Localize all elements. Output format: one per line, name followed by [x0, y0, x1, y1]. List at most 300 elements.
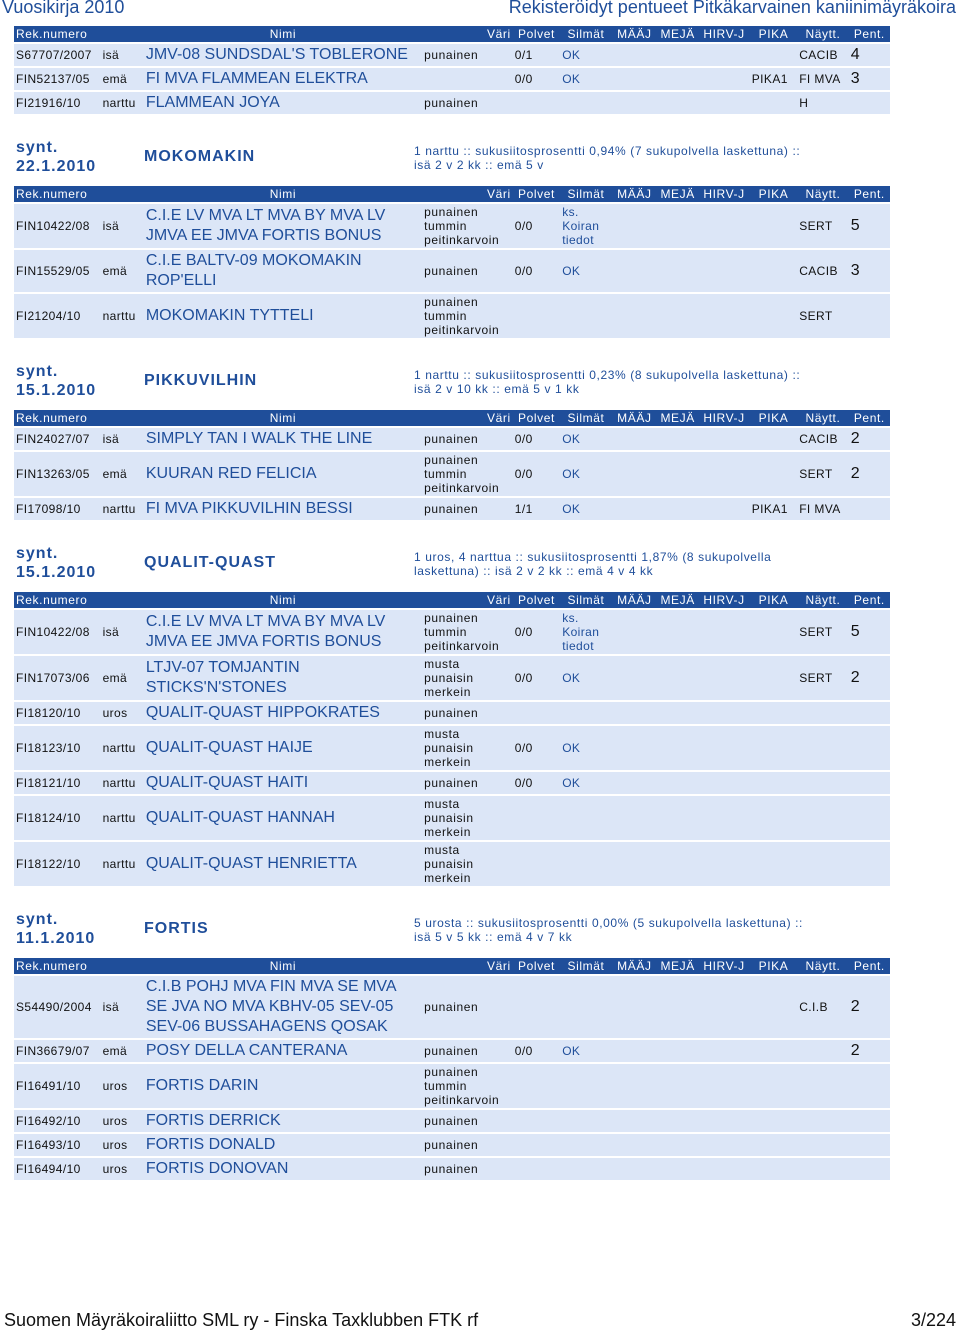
cell-rel: uros — [101, 1110, 144, 1132]
cell-polvet — [513, 1064, 560, 1108]
cell-pent — [849, 1134, 890, 1156]
header-vari: Väri — [422, 592, 513, 608]
cell-meja — [657, 204, 698, 248]
cell-hirv — [698, 1110, 750, 1132]
cell-name: QUALIT-QUAST HANNAH — [144, 796, 422, 840]
cell-eyes — [560, 1064, 612, 1108]
cell-hirv — [698, 726, 750, 770]
cell-pika — [750, 1158, 797, 1180]
dog-row — [14, 250, 890, 292]
cell-pent — [849, 726, 890, 770]
cell-eyes — [560, 796, 612, 840]
cell-pika — [750, 610, 797, 654]
cell-rel: narttu — [101, 842, 144, 886]
cell-name: FI MVA PIKKUVILHIN BESSI — [144, 498, 422, 520]
cell-meja — [657, 44, 698, 66]
cell-color — [422, 68, 513, 90]
cell-hirv — [698, 842, 750, 886]
cell-hirv — [698, 1134, 750, 1156]
cell-meja — [657, 796, 698, 840]
cell-id: S54490/2004 — [14, 976, 101, 1038]
cell-pika — [750, 452, 797, 496]
cell-pika — [750, 976, 797, 1038]
cell-rel: uros — [101, 1064, 144, 1108]
cell-hirv — [698, 498, 750, 520]
cell-polvet — [513, 702, 560, 724]
cell-polvet — [513, 294, 560, 338]
dog-row — [14, 294, 890, 338]
cell-name: QUALIT-QUAST HENRIETTA — [144, 842, 422, 886]
cell-pent — [849, 1158, 890, 1180]
cell-eyes: OK — [560, 428, 612, 450]
cell-naytt — [797, 1158, 849, 1180]
cell-pent: 2 — [849, 976, 890, 1038]
cell-polvet: 0/0 — [513, 1040, 560, 1062]
header-maaj: MÄÄJ — [612, 186, 657, 202]
header-pika: PIKA — [750, 410, 797, 426]
cell-pika — [750, 726, 797, 770]
cell-pika: PIKA1 — [750, 68, 797, 90]
cell-hirv — [698, 796, 750, 840]
header-meja: MEJÄ — [657, 410, 698, 426]
cell-meja — [657, 68, 698, 90]
cell-meja — [657, 1158, 698, 1180]
cell-pent — [849, 92, 890, 114]
dog-row — [14, 702, 890, 724]
cell-id: FI21916/10 — [14, 92, 101, 114]
table-body — [14, 610, 890, 886]
cell-color: punainen tummin peitinkarvoin — [422, 610, 513, 654]
cell-id: FIN36679/07 — [14, 1040, 101, 1062]
page-footer — [0, 1310, 960, 1334]
cell-pent: 2 — [849, 428, 890, 450]
dog-row — [14, 976, 890, 1038]
header-naytt: Näytt. — [797, 958, 849, 974]
cell-naytt — [797, 1040, 849, 1062]
cell-polvet — [513, 842, 560, 886]
birth-label: synt. — [16, 139, 59, 156]
cell-maaj — [612, 1158, 657, 1180]
cell-pika — [750, 44, 797, 66]
kennel-name: QUALIT-QUAST — [144, 554, 276, 571]
cell-rel: uros — [101, 1134, 144, 1156]
kennel-name: FORTIS — [144, 920, 209, 937]
cell-polvet: 0/0 — [513, 68, 560, 90]
section-title: Rekisteröidyt pentueet Pitkäkarvainen kaniinimäyräkoira — [508, 0, 956, 17]
header-pent: Pent. — [849, 592, 890, 608]
cell-id: FI18124/10 — [14, 796, 101, 840]
cell-id: FI18121/10 — [14, 772, 101, 794]
cell-pent: 5 — [849, 610, 890, 654]
cell-hirv — [698, 204, 750, 248]
header-vari: Väri — [422, 26, 513, 42]
cell-maaj — [612, 428, 657, 450]
cell-name: FI MVA FLAMMEAN ELEKTRA — [144, 68, 422, 90]
cell-naytt — [797, 796, 849, 840]
litter-summary: 5 urosta :: sukusiitosprosentti 0,00% (5 sukupolvella laskettuna) :: isä 5 v 5 kk :: emä 4 v 7 kk — [414, 916, 803, 944]
cell-meja — [657, 1040, 698, 1062]
cell-rel: isä — [101, 428, 144, 450]
litter-table — [14, 24, 890, 116]
cell-pent: 2 — [849, 1040, 890, 1062]
cell-maaj — [612, 294, 657, 338]
cell-rel: narttu — [101, 726, 144, 770]
cell-eyes — [560, 1158, 612, 1180]
cell-naytt: SERT — [797, 294, 849, 338]
cell-id: FI17098/10 — [14, 498, 101, 520]
cell-id: FIN17073/06 — [14, 656, 101, 700]
header-nimi: Nimi — [144, 592, 422, 608]
cell-maaj — [612, 656, 657, 700]
cell-naytt — [797, 702, 849, 724]
cell-polvet: 0/1 — [513, 44, 560, 66]
litter-summary: 1 uros, 4 narttua :: sukusiitosprosentti 1,87% (8 sukupolvella laskettuna) :: isä 2 v 2 kk :: emä 4 v 4 kk — [414, 550, 772, 578]
cell-naytt: SERT — [797, 452, 849, 496]
cell-polvet: 1/1 — [513, 498, 560, 520]
cell-id: FIN15529/05 — [14, 250, 101, 292]
cell-polvet: 0/0 — [513, 250, 560, 292]
litter-header — [14, 362, 890, 408]
birth-date-value: 15.1.2010 — [16, 564, 97, 581]
dog-row — [14, 44, 890, 66]
cell-color: punainen — [422, 250, 513, 292]
cell-meja — [657, 1134, 698, 1156]
cell-hirv — [698, 1064, 750, 1108]
cell-pika — [750, 250, 797, 292]
cell-hirv — [698, 428, 750, 450]
header-pika: PIKA — [750, 26, 797, 42]
dog-row — [14, 452, 890, 496]
header-row — [14, 26, 890, 42]
cell-color: musta punaisin merkein — [422, 796, 513, 840]
dog-row — [14, 68, 890, 90]
cell-name: C.I.E BALTV-09 MOKOMAKIN ROP'ELLI — [144, 250, 422, 292]
cell-pika — [750, 842, 797, 886]
cell-rel: narttu — [101, 498, 144, 520]
litter-table — [14, 590, 890, 888]
cell-pent: 2 — [849, 452, 890, 496]
cell-eyes: OK — [560, 772, 612, 794]
dog-row — [14, 656, 890, 700]
cell-eyes — [560, 842, 612, 886]
cell-maaj — [612, 92, 657, 114]
cell-color: punainen tummin peitinkarvoin — [422, 294, 513, 338]
cell-rel: emä — [101, 452, 144, 496]
cell-name: KUURAN RED FELICIA — [144, 452, 422, 496]
header-nimi: Nimi — [144, 958, 422, 974]
cell-color: punainen — [422, 772, 513, 794]
cell-naytt — [797, 1110, 849, 1132]
header-maaj: MÄÄJ — [612, 958, 657, 974]
cell-hirv — [698, 250, 750, 292]
header-hirv-j: HIRV-J — [698, 186, 750, 202]
cell-pent — [849, 1110, 890, 1132]
cell-maaj — [612, 842, 657, 886]
header-polvet: Polvet — [513, 186, 560, 202]
cell-color: punainen — [422, 1110, 513, 1132]
cell-hirv — [698, 1158, 750, 1180]
cell-eyes: OK — [560, 44, 612, 66]
litter-table — [14, 184, 890, 340]
cell-id: FI18120/10 — [14, 702, 101, 724]
cell-hirv — [698, 452, 750, 496]
litter-header — [14, 138, 890, 184]
header-pent: Pent. — [849, 26, 890, 42]
cell-name: FORTIS DERRICK — [144, 1110, 422, 1132]
cell-eyes: OK — [560, 250, 612, 292]
cell-pent — [849, 842, 890, 886]
cell-rel: narttu — [101, 772, 144, 794]
cell-maaj — [612, 1064, 657, 1108]
cell-pent: 2 — [849, 656, 890, 700]
cell-naytt: CACIB — [797, 428, 849, 450]
header-hirv-j: HIRV-J — [698, 26, 750, 42]
cell-meja — [657, 702, 698, 724]
cell-color: punainen — [422, 428, 513, 450]
cell-id: FI21204/10 — [14, 294, 101, 338]
cell-polvet: 0/0 — [513, 452, 560, 496]
cell-name: QUALIT-QUAST HAIJE — [144, 726, 422, 770]
cell-polvet — [513, 1110, 560, 1132]
cell-color: punainen tummin peitinkarvoin — [422, 1064, 513, 1108]
cell-color: musta punaisin merkein — [422, 842, 513, 886]
cell-color: punainen — [422, 92, 513, 114]
header-row — [14, 410, 890, 426]
cell-maaj — [612, 726, 657, 770]
header-pent: Pent. — [849, 186, 890, 202]
litter-section — [14, 24, 890, 116]
cell-meja — [657, 250, 698, 292]
cell-eyes: OK — [560, 498, 612, 520]
cell-pent: 4 — [849, 44, 890, 66]
cell-eyes: OK — [560, 726, 612, 770]
header-nimi: Nimi — [144, 186, 422, 202]
header-hirv-j: HIRV-J — [698, 958, 750, 974]
cell-maaj — [612, 250, 657, 292]
dog-row — [14, 1040, 890, 1062]
header-pent: Pent. — [849, 958, 890, 974]
cell-pika — [750, 294, 797, 338]
birth-date — [16, 910, 95, 948]
cell-rel: emä — [101, 656, 144, 700]
cell-id: FI16492/10 — [14, 1110, 101, 1132]
cell-name: LTJV-07 TOMJANTIN STICKS'N'STONES — [144, 656, 422, 700]
cell-naytt: SERT — [797, 656, 849, 700]
cell-color: punainen — [422, 976, 513, 1038]
table-header — [14, 186, 890, 202]
cell-eyes — [560, 1110, 612, 1132]
litter-list — [14, 24, 890, 1204]
header-pika: PIKA — [750, 958, 797, 974]
cell-polvet: 0/0 — [513, 428, 560, 450]
birth-date — [16, 138, 96, 176]
cell-hirv — [698, 656, 750, 700]
dog-row — [14, 1158, 890, 1180]
cell-hirv — [698, 610, 750, 654]
cell-name: C.I.E LV MVA LT MVA BY MVA LV JMVA EE JMVA FORTIS BONUS — [144, 204, 422, 248]
cell-hirv — [698, 92, 750, 114]
cell-maaj — [612, 498, 657, 520]
cell-rel: isä — [101, 44, 144, 66]
cell-rel: narttu — [101, 294, 144, 338]
birth-date-value: 22.1.2010 — [16, 158, 97, 175]
header-polvet: Polvet — [513, 26, 560, 42]
header-vari: Väri — [422, 958, 513, 974]
header-silmat: Silmät — [560, 410, 612, 426]
table-body — [14, 44, 890, 114]
cell-meja — [657, 656, 698, 700]
cell-name: C.I.E LV MVA LT MVA BY MVA LV JMVA EE JMVA FORTIS BONUS — [144, 610, 422, 654]
cell-naytt: SERT — [797, 204, 849, 248]
cell-rel: narttu — [101, 796, 144, 840]
cell-eyes — [560, 92, 612, 114]
cell-pika — [750, 204, 797, 248]
cell-naytt: CACIB — [797, 250, 849, 292]
cell-rel: isä — [101, 204, 144, 248]
cell-pent — [849, 796, 890, 840]
cell-polvet — [513, 796, 560, 840]
cell-maaj — [612, 976, 657, 1038]
cell-color: musta punaisin merkein — [422, 726, 513, 770]
cell-pent — [849, 498, 890, 520]
cell-rel: emä — [101, 68, 144, 90]
dog-row — [14, 498, 890, 520]
litter-section — [14, 910, 890, 1182]
cell-id: FIN24027/07 — [14, 428, 101, 450]
header-row — [14, 958, 890, 974]
cell-maaj — [612, 796, 657, 840]
litter-table — [14, 956, 890, 1182]
header-nimi: Nimi — [144, 410, 422, 426]
page-number: 3/224 — [910, 1310, 956, 1330]
dog-row — [14, 610, 890, 654]
table-body — [14, 204, 890, 338]
cell-color: punainen — [422, 498, 513, 520]
cell-name: QUALIT-QUAST HAITI — [144, 772, 422, 794]
header-pika: PIKA — [750, 592, 797, 608]
cell-hirv — [698, 1040, 750, 1062]
dog-row — [14, 428, 890, 450]
cell-maaj — [612, 1134, 657, 1156]
cell-meja — [657, 92, 698, 114]
cell-pika: PIKA1 — [750, 498, 797, 520]
cell-hirv — [698, 976, 750, 1038]
cell-eyes — [560, 976, 612, 1038]
footer-organization: Suomen Mäyräkoiraliitto SML ry - Finska Taxklubben FTK rf — [4, 1310, 479, 1330]
cell-naytt — [797, 1134, 849, 1156]
cell-pika — [750, 428, 797, 450]
cell-id: FI18122/10 — [14, 842, 101, 886]
cell-color: punainen — [422, 44, 513, 66]
page-header — [0, 0, 960, 22]
dog-row — [14, 1134, 890, 1156]
header-meja: MEJÄ — [657, 26, 698, 42]
cell-name: FORTIS DARIN — [144, 1064, 422, 1108]
cell-pent — [849, 294, 890, 338]
header-row — [14, 592, 890, 608]
litter-summary: 1 narttu :: sukusiitosprosentti 0,23% (8 sukupolvella laskettuna) :: isä 2 v 10 kk :: emä 5 v 1 kk — [414, 368, 801, 396]
dog-row — [14, 726, 890, 770]
cell-name: JMV-08 SUNDSDAL'S TOBLERONE — [144, 44, 422, 66]
header-hirv-j: HIRV-J — [698, 592, 750, 608]
cell-naytt: SERT — [797, 610, 849, 654]
cell-polvet — [513, 976, 560, 1038]
cell-pika — [750, 772, 797, 794]
header-rek-numero: Rek.numero — [14, 186, 144, 202]
cell-id: FI16493/10 — [14, 1134, 101, 1156]
cell-polvet: 0/0 — [513, 656, 560, 700]
header-silmat: Silmät — [560, 592, 612, 608]
header-meja: MEJÄ — [657, 592, 698, 608]
cell-pika — [750, 702, 797, 724]
header-meja: MEJÄ — [657, 958, 698, 974]
cell-id: FIN10422/08 — [14, 204, 101, 248]
cell-naytt — [797, 772, 849, 794]
cell-naytt: FI MVA — [797, 68, 849, 90]
header-maaj: MÄÄJ — [612, 592, 657, 608]
cell-meja — [657, 428, 698, 450]
cell-name: FORTIS DONOVAN — [144, 1158, 422, 1180]
header-polvet: Polvet — [513, 410, 560, 426]
header-rek-numero: Rek.numero — [14, 410, 144, 426]
cell-rel: narttu — [101, 92, 144, 114]
birth-label: synt. — [16, 545, 59, 562]
birth-label: synt. — [16, 363, 59, 380]
cell-meja — [657, 726, 698, 770]
cell-meja — [657, 1064, 698, 1108]
litter-header — [14, 544, 890, 590]
table-body — [14, 976, 890, 1180]
cell-color: punainen — [422, 1158, 513, 1180]
header-meja: MEJÄ — [657, 186, 698, 202]
dog-row — [14, 796, 890, 840]
cell-color: punainen — [422, 1040, 513, 1062]
table-body — [14, 428, 890, 520]
cell-pent — [849, 772, 890, 794]
header-naytt: Näytt. — [797, 186, 849, 202]
header-silmat: Silmät — [560, 26, 612, 42]
cell-maaj — [612, 68, 657, 90]
cell-color: punainen — [422, 702, 513, 724]
yearbook-title: Vuosikirja 2010 — [2, 0, 125, 17]
cell-color: punainen tummin peitinkarvoin — [422, 204, 513, 248]
cell-pika — [750, 1064, 797, 1108]
cell-pika — [750, 796, 797, 840]
cell-name: MOKOMAKIN TYTTELI — [144, 294, 422, 338]
cell-maaj — [612, 44, 657, 66]
cell-polvet: 0/0 — [513, 726, 560, 770]
header-row — [14, 186, 890, 202]
table-header — [14, 592, 890, 608]
dog-row — [14, 1110, 890, 1132]
cell-naytt — [797, 842, 849, 886]
cell-name: FLAMMEAN JOYA — [144, 92, 422, 114]
cell-eyes: ks. Koiran tiedot — [560, 610, 612, 654]
cell-meja — [657, 610, 698, 654]
cell-polvet — [513, 1134, 560, 1156]
cell-name: QUALIT-QUAST HIPPOKRATES — [144, 702, 422, 724]
cell-eyes: ks. Koiran tiedot — [560, 204, 612, 248]
cell-eyes: OK — [560, 1040, 612, 1062]
cell-pika — [750, 1134, 797, 1156]
cell-pent: 3 — [849, 250, 890, 292]
cell-polvet: 0/0 — [513, 772, 560, 794]
cell-eyes: OK — [560, 452, 612, 496]
table-header — [14, 410, 890, 426]
cell-color: punainen tummin peitinkarvoin — [422, 452, 513, 496]
cell-polvet: 0/0 — [513, 610, 560, 654]
cell-id: FIN52137/05 — [14, 68, 101, 90]
